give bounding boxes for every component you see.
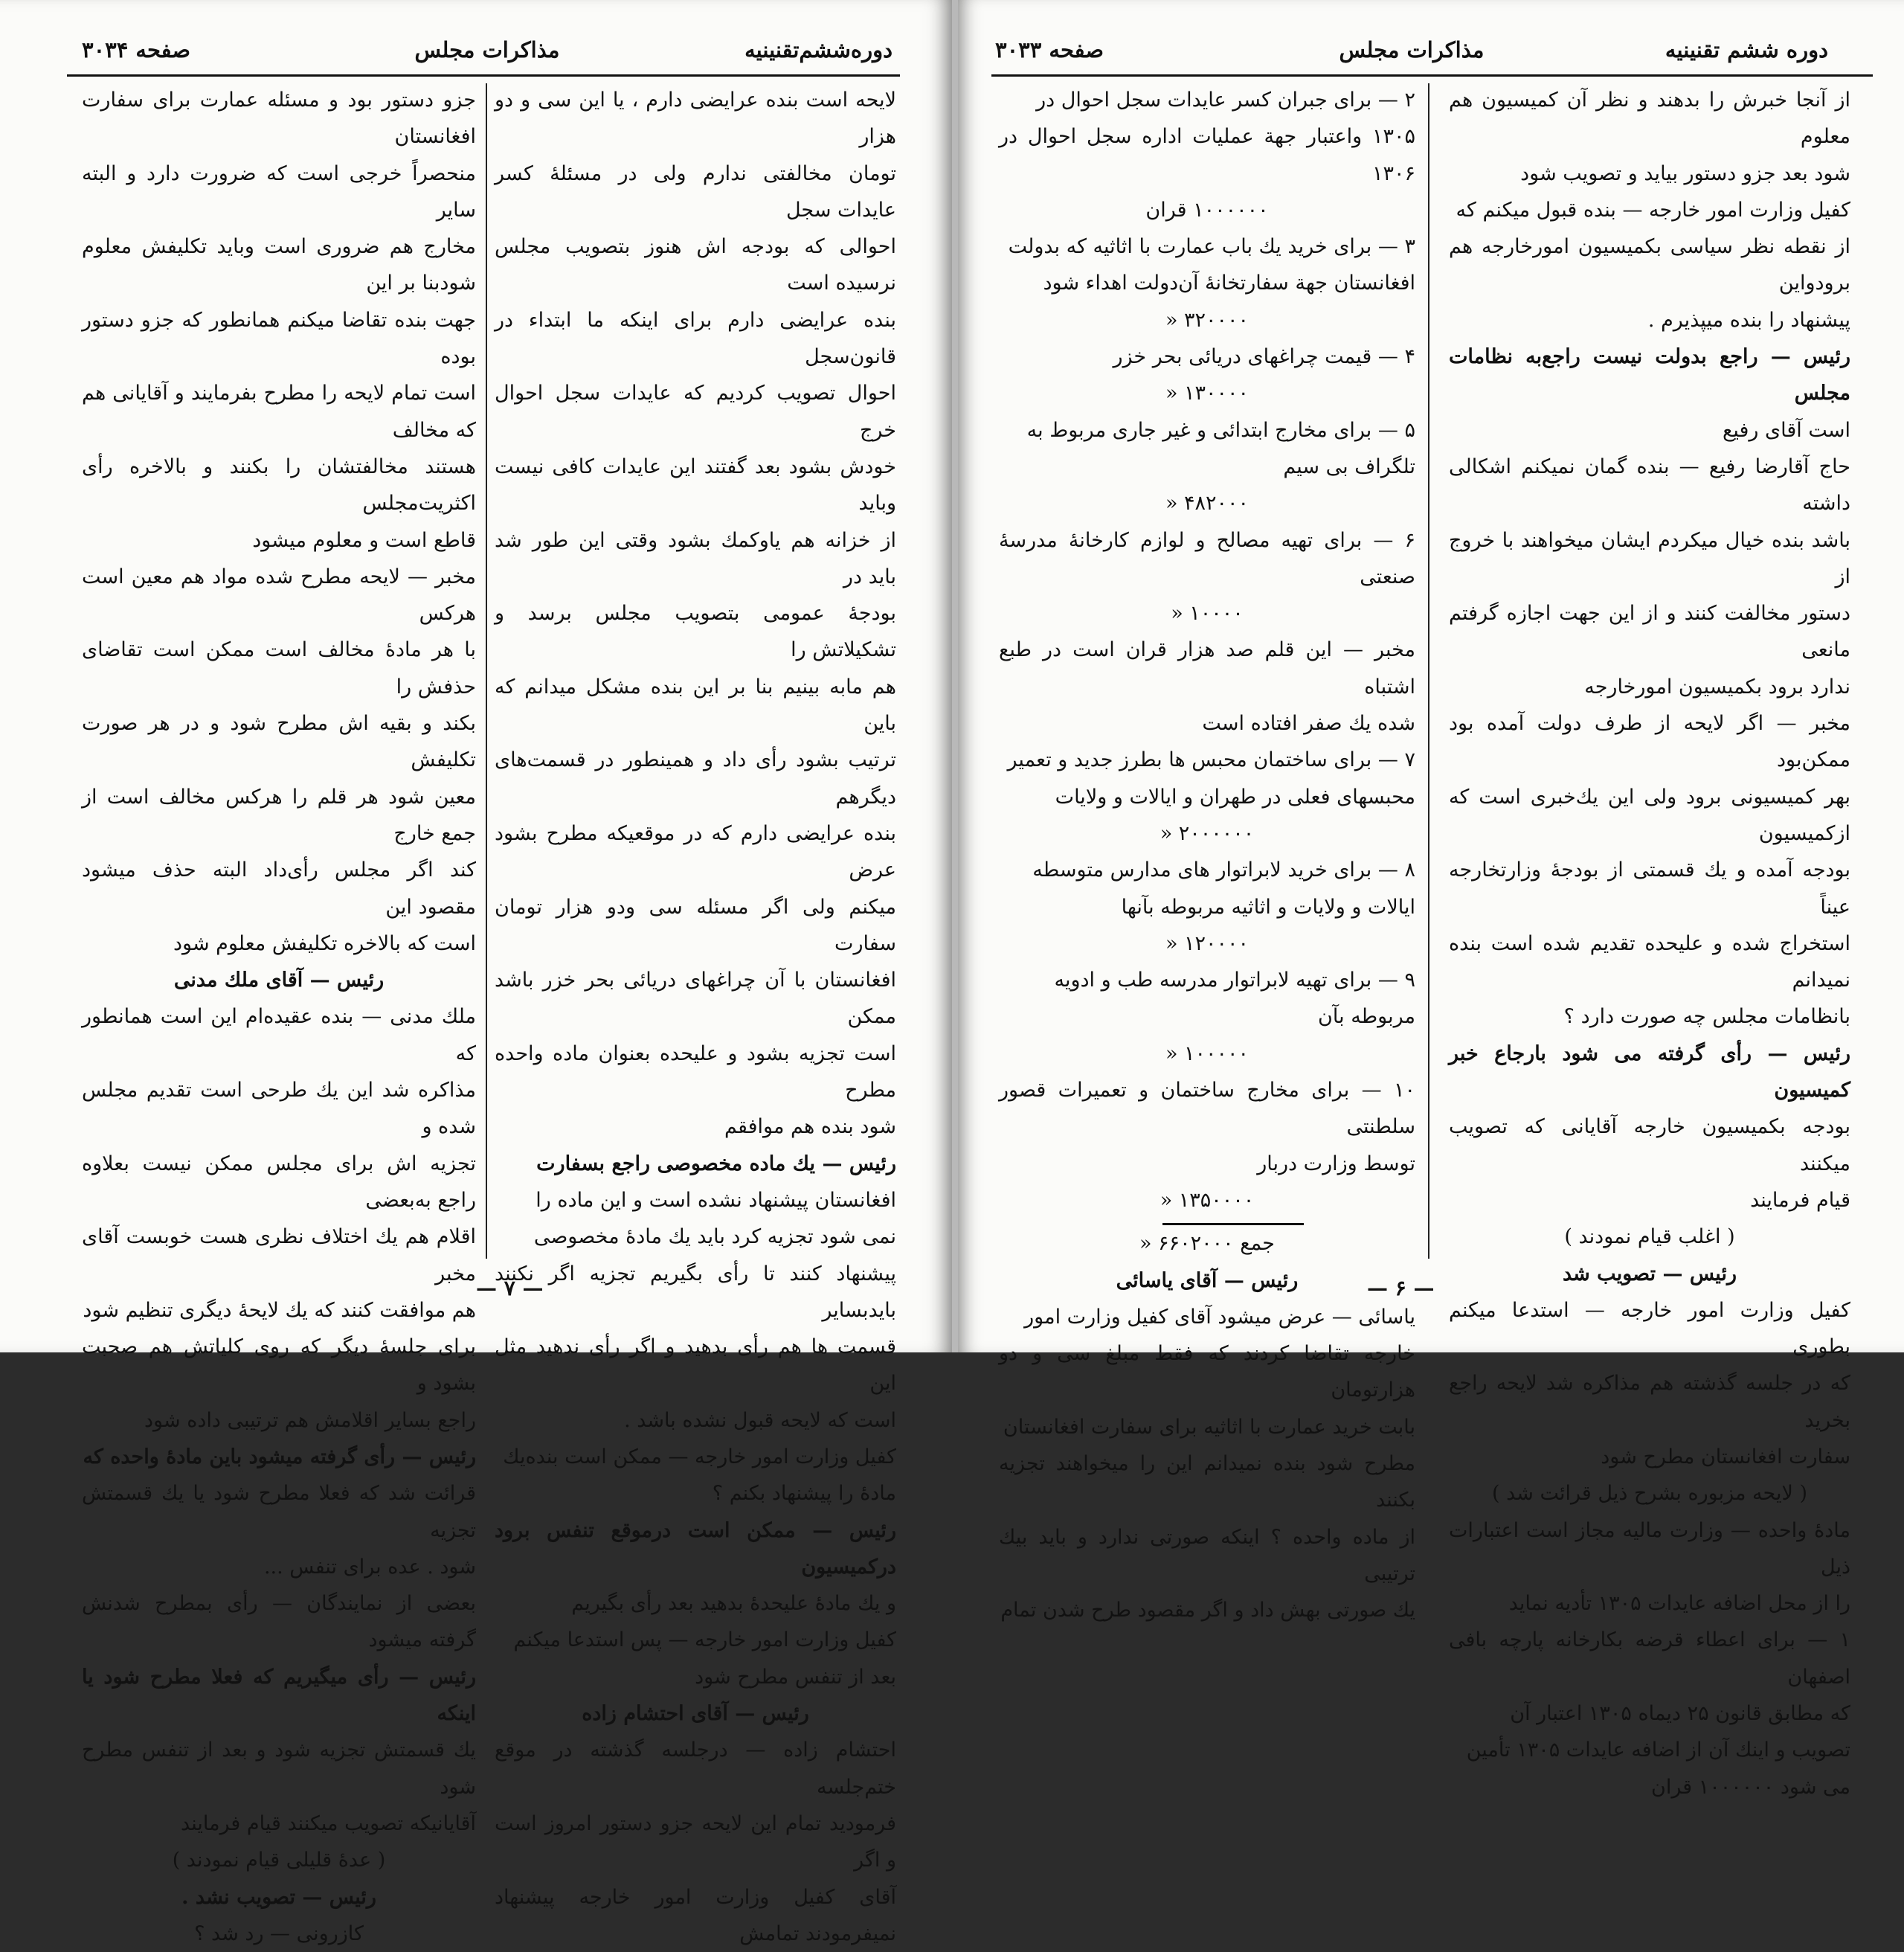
speaker-line: کفیل وزارت امور خارجه — ممکن است بنده‌یك [503,1445,896,1468]
text-line: تجزیه اش برای مجلس ممکن نیست بعلاوه راجع به‌بعضی [82,1152,476,1212]
speaker-line: مخبر — این قلم صد هزار قران است در طبع اشتباه [999,638,1415,699]
speaker-line: رئیس — آقای ملك مدنی [173,969,385,992]
text-line: آقای کفیل وزارت امور خارجه پیشنهاد نمیفرمودند تمامش [495,1885,896,1945]
speaker-line: کفیل وزارت امور خارجه — بنده قبول میکنم که [1456,198,1850,222]
text-line: پیشنهاد کنند تا رأی بگیریم تجزیه اگر نکنند بایدبسایر [495,1262,896,1322]
publication-title: مذاکرات مجلس [414,37,560,62]
publication-title: مذاکرات مجلس [1339,37,1485,62]
speaker-line: رئیس — رأی گرفته می شود بارجاع خبر کمیسیون [1449,1041,1850,1102]
text-line: مادهٔ واحده — وزارت مالیه مجاز است اعتبارات ذیل [1449,1518,1850,1579]
text-line: بانظامات مجلس چه صورت دارد ؟ [1563,1005,1850,1029]
session-period: دوره‌ششم‌تقنینیه [744,37,892,62]
text-line: بودجه آمده و یك قسمتی از بودجهٔ وزارتخارجه عیناً [1449,858,1850,919]
budget-item: مربوطه بآن [1318,1005,1415,1029]
text-line: قیام فرمایند [1750,1188,1850,1212]
text-line: اقلام هم یك اختلاف نظری هست خوبست آقای مخبر [82,1225,476,1285]
speaker-line: رئیس — تصویب نشد . [181,1885,376,1909]
text-line: است آقای رفیع [1722,418,1850,442]
text-line: بابت خرید عمارت با اثاثیه برای سفارت افغانستان [1003,1415,1415,1439]
text-line: که مطابق قانون ۲۵ دیماه ۱۳۰۵ اعتبار آن [1510,1702,1850,1726]
text-line: تصویب و اینك آن از اضافه عایدات ۱۳۰۵ تأمین [1466,1738,1850,1762]
header-rule [67,74,900,77]
speaker-line: مخبر — اگر لایحه از طرف دولت آمده بود ممکن‌بود [1449,712,1850,772]
text-column-second [999,82,1415,1628]
column-divider [1428,83,1429,1259]
text-line: می شود ۱۰۰۰۰۰۰ قران [1651,1775,1850,1799]
speaker-line: رئیس — آقای احتشام زاده [582,1702,809,1726]
speaker-line: کفیل وزارت امور خارجه — پس استدعا میکنم [513,1628,896,1652]
speaker-line: ملك مدنی — بنده عقیده‌ام این است همانطور که [82,1005,476,1065]
budget-item: محبسهای فعلی در طهران و ایالات و ولایات [1055,785,1415,809]
budget-amount: ۲۰۰۰۰۰۰ « [1160,821,1255,845]
text-line: مادهٔ را پیشنهاد بکنم ؟ [712,1482,896,1506]
budget-total: جمع ۶۶۰۲۰۰۰ « [1139,1232,1275,1256]
text-line: لایحه است بنده عرایضی دارم ، یا این سی و دو هزار [495,89,896,149]
text-line: از آنجا خبرش را بدهند و نظر آن کمیسیون هم معلوم [1449,89,1850,149]
text-column-second [82,82,476,1952]
text-line: ندارد برود بکمیسیون امورخارجه [1584,675,1850,699]
text-line: احتشام زاده — درجلسه گذشته در موقع ختم‌جلسه [495,1738,896,1799]
text-line: قرائت شد که فعلا مطرح شود یا یك قسمتش تجزیه [82,1482,476,1542]
budget-amount: ۱۳۰۰۰۰ « [1165,382,1250,405]
speaker-line: بعضی از نمایندگان — رأی بمطرح شدنش گرفته میشود [82,1592,476,1652]
text-line: هم موافقت کنند که یك لایحهٔ دیگری تنظیم شود [83,1298,476,1322]
text-line: احوال تصویب کردیم که عایدات سجل احوال خرج [495,382,896,442]
budget-amount: ۱۰۰۰۰۰۰ قران [1145,198,1269,222]
text-line: افغانستان با آن چراغهای دریائی بحر خزر باشد ممکن [495,969,896,1029]
budget-item: ۸ — برای خرید لابراتوار های مدارس متوسطه [1032,858,1415,882]
vote-result: ( اغلب قیام نمودند ) [1564,1225,1735,1249]
text-line: را از محل اضافه عایدات ۱۳۰۵ تأدیه نماید [1508,1592,1850,1616]
page-label: صفحه ۳۰۳۳ [995,37,1104,62]
text-line: بهر کمیسیونی برود ولی این یك‌خبری است که ازکمیسیون [1449,785,1850,845]
budget-item: ایالات و ولایات و اثاثیه مربوطه بآنها [1121,895,1415,919]
budget-item: ۵ — برای مخارج ابتدائی و غیر جاری مربوط به [1026,418,1415,442]
bill-reading-note: ( لایحه مزبوره بشرح ذیل قرائت شد ) [1491,1482,1807,1506]
budget-item: ۴ — قیمت چراغهای دریائی بحر خزر [1113,345,1415,369]
text-line: جهت بنده تقاضا میکنم همانطور که جزو دستور بوده [82,308,476,369]
vote-result: ( عدهٔ قلیلی قیام نمودند ) [172,1849,386,1872]
text-line: هم مابه بینیم بنا بر این بنده مشکل میدانم که باین [495,675,896,736]
text-line: سفارت افغانستان مطرح شود [1601,1445,1850,1468]
text-column-first [495,82,896,1952]
text-line: است تمام لایحه را مطرح بفرمایند و آقایانی هم که مخالف [82,382,476,442]
budget-item: ۱۳۰۵ واعتبار جهة عملیات اداره سجل احوال در ۱۳۰۶ [999,125,1415,185]
text-line: منحصراً خرجی است که ضرورت دارد و البته سایر [82,161,476,222]
page-number: — ۶ — [1367,1276,1435,1300]
budget-amount: ۱۳۵۰۰۰۰ « [1160,1188,1255,1212]
text-line: شود بنده هم موافقم [724,1115,896,1139]
speaker-line: کفیل وزارت امور خارجه — استدعا میکنم بطوری [1449,1298,1850,1359]
page-left [0,0,952,1945]
text-line: بکند و بقیه اش مطرح شود و در هر صورت تکلیفش [82,712,476,772]
budget-item: ۳ — برای خرید یك باب عمارت با اثاثیه که بدولت [1008,235,1415,259]
text-line: بودجه بکمیسیون خارجه آقایانی که تصویب میکنند [1449,1115,1850,1175]
text-line: کند اگر مجلس رأی‌داد البته حذف میشود مقصود این [82,858,476,919]
text-line: خودش بشود بعد گفتند این عایدات کافی نیست وباید [495,455,896,516]
speaker-line: رئیس — آقای یاسائی [1116,1268,1299,1292]
speaker-line: حاج آقارضا رفیع — بنده گمان نمیکنم اشکالی داشته [1449,455,1850,516]
budget-amount: ۴۸۲۰۰۰ « [1165,492,1250,516]
budget-item: ۱۰ — برای مخارج ساختمان و تعمیرات قصور سلطنتی [999,1079,1415,1139]
budget-amount: ۳۲۰۰۰۰ « [1165,308,1250,332]
text-line: با هر مادهٔ مخالف است ممکن است تقاضای حذفش را [82,638,476,699]
text-line: برای جلسهٔ دیگر که روی کلیاتش هم صحبت بشود و [82,1335,476,1396]
text-line: بنده عرایضی دارم برای اینکه ما ابتداء در قانون‌سجل [495,308,896,369]
speaker-line: رئیس — راجع بدولت نیست راجع‌به نظامات مجلس [1449,345,1850,405]
text-line: نمی شود تجزیه کرد باید یك مادهٔ مخصوصی [533,1225,896,1249]
text-line: فرمودید تمام این لایحه جزو دستور امروز است و اگر [495,1811,896,1872]
page-number: — ۷ — [476,1276,544,1300]
text-line: دستور مخالفت کنند و از این جهت اجازه گرفتم مانعی [1449,602,1850,662]
text-line: پیشنهاد را بنده میپذیرم . [1647,308,1850,332]
budget-amount: ۱۰۰۰۰۰ « [1165,1041,1250,1065]
budget-item: ۹ — برای تهیه لابراتوار مدرسه طب و ادویه [1054,969,1415,992]
speaker-line: یاسائی — عرض میشود آقای کفیل وزارت امور [1024,1305,1415,1329]
page-right [958,0,1904,1799]
text-line: از ماده واحده ؟ اینکه صورتی ندارد و باید بیك ترتیبی [999,1525,1415,1585]
text-line: است که لایحه قبول نشده باشد . [624,1408,896,1432]
text-line: و یك مادهٔ علیحدهٔ بدهید بعد رأی بگیریم [571,1592,896,1616]
text-line: معین شود هر قلم را هرکس مخالف است از جمع خارج [82,785,476,845]
text-line: قاطع است و معلوم میشود [252,528,476,552]
budget-amount: ۱۰۰۰۰ « [1171,602,1244,626]
text-line: از خزانه هم یاوکمك بشود وقتی این طور شد باید در [495,528,896,588]
text-line: مطرح شود بنده نمیدانم این را میخواهند تجزیه بکنند [999,1451,1415,1512]
speaker-line: رئیس — رأی میگیریم که فعلا مطرح شود یا اینکه [82,1665,476,1726]
text-line: قسمت ها هم رأی بدهید و اگر رأی ندهید مثل این [495,1335,896,1396]
budget-item: توسط وزارت دربار [1257,1152,1415,1175]
text-line: است تجزیه بشود و علیحده بعنوان ماده واحده مطرح [495,1041,896,1102]
text-line: است که بالاخره تکلیفش معلوم شود [173,931,476,955]
text-line: بعد از تنفس مطرح شود [695,1665,896,1689]
text-line: مخارج هم ضروری است وباید تکلیفش معلوم شود‌بنا بر این [82,235,476,295]
text-line: که در جلسه گذشته هم مذاکره شد لایحه راجع بخرید [1449,1372,1850,1432]
session-period: دوره ششم تقنینیه [1665,37,1828,62]
budget-item: ۲ — برای جبران کسر عایدات سجل احوال در [1036,89,1415,112]
speaker-line: کازرونی — رد شد ؟ [194,1922,364,1945]
text-line: احوالی که بودجه اش هنوز بتصویب مجلس نرسیده است [495,235,896,295]
budget-amount: ۱۲۰۰۰۰ « [1165,931,1250,955]
text-line: مذاکره شد این یك طرحی است تقدیم مجلس شده و [82,1079,476,1139]
text-line: خارجه تقاضا کردند که فقط مبلغ سی و دو هزارتومان [999,1342,1415,1402]
speaker-line: مخبر — لایحه مطرح شده مواد هم معین است هرکس [82,565,476,626]
budget-item: افغانستان جهة سفارتخانهٔ آن‌دولت اهداء شود [1043,272,1415,295]
text-line: استخراج شده و علیحده تقدیم شده است بنده نمیدانم [1449,931,1850,992]
page-header [995,37,1828,73]
page-header [82,37,892,73]
budget-item: ۶ — برای تهیه مصالح و لوازم کارخانهٔ مدرسهٔ صنعتی [999,528,1415,588]
text-line: میکنم ولی اگر مسئله سی ودو هزار تومان سفارت [495,895,896,955]
speaker-line: رئیس — ممکن است درموقع تنفس برود درکمیسیون [495,1518,896,1579]
text-line: از نقطه نظر سیاسی بکمیسیون امورخارجه هم برودواین [1449,235,1850,295]
text-line: بودجهٔ عمومی بتصویب مجلس برسد و تشکیلاتش را [495,602,896,662]
text-line: جزو دستور بود و مسئله عمارت برای سفارت افغانستان [82,89,476,149]
speaker-line: رئیس — رأی گرفته میشود باین مادهٔ واحده که [83,1445,476,1468]
text-line: باشد بنده خیال میکردم ایشان میخواهند با خروج از [1449,528,1850,588]
speaker-line: رئیس — یك ماده مخصوصی راجع بسفارت [536,1152,896,1175]
text-column-first [1449,82,1850,1805]
page-label: صفحه ۳۰۳۴ [82,37,190,62]
text-line: هستند مخالفتشان را بکنند و بالاخره رأی اکثریت‌مجلس [82,455,476,516]
header-rule [991,74,1873,77]
text-line: ترتیب بشود رأی داد و همینطور در قسمت‌های دیگرهم [495,748,896,809]
budget-item: تلگراف بی سیم [1283,455,1415,478]
budget-item: ۷ — برای ساختمان محبس ها بطرز جدید و تعمیر [1007,748,1415,772]
text-line: تومان مخالفتی ندارم ولی در مسئلهٔ کسر عایدات سجل [495,161,896,222]
text-line: ۱ — برای اعطاء قرضه بکارخانه پارچه بافی اصفهان [1449,1628,1850,1689]
text-line: شود . عده برای تنفس ... [263,1555,476,1579]
text-line: یك صورتی بهش داد و اگر مقصود طرح شدن تمام [1000,1599,1415,1622]
text-line: یك قسمتش تجزیه شود و بعد از تنفس مطرح شود [82,1738,476,1799]
text-line: افغانستان پیشنهاد نشده است و این ماده را [536,1188,896,1212]
text-line: شود بعد جزو دستور بیاید و تصویب شود [1520,161,1850,185]
text-line: بنده عرایضی دارم که در موقعیکه مطرح بشود عرض [495,821,896,882]
column-divider [486,83,487,1259]
text-line: آقایانیکه تصویب میکنند قیام فرمایند [181,1811,476,1835]
text-line: شده یك صفر افتاده است [1202,712,1415,736]
text-line: راجع بسایر اقلامش هم ترتیبی داده شود [144,1408,476,1432]
speaker-line: رئیس — تصویب شد [1562,1262,1737,1285]
